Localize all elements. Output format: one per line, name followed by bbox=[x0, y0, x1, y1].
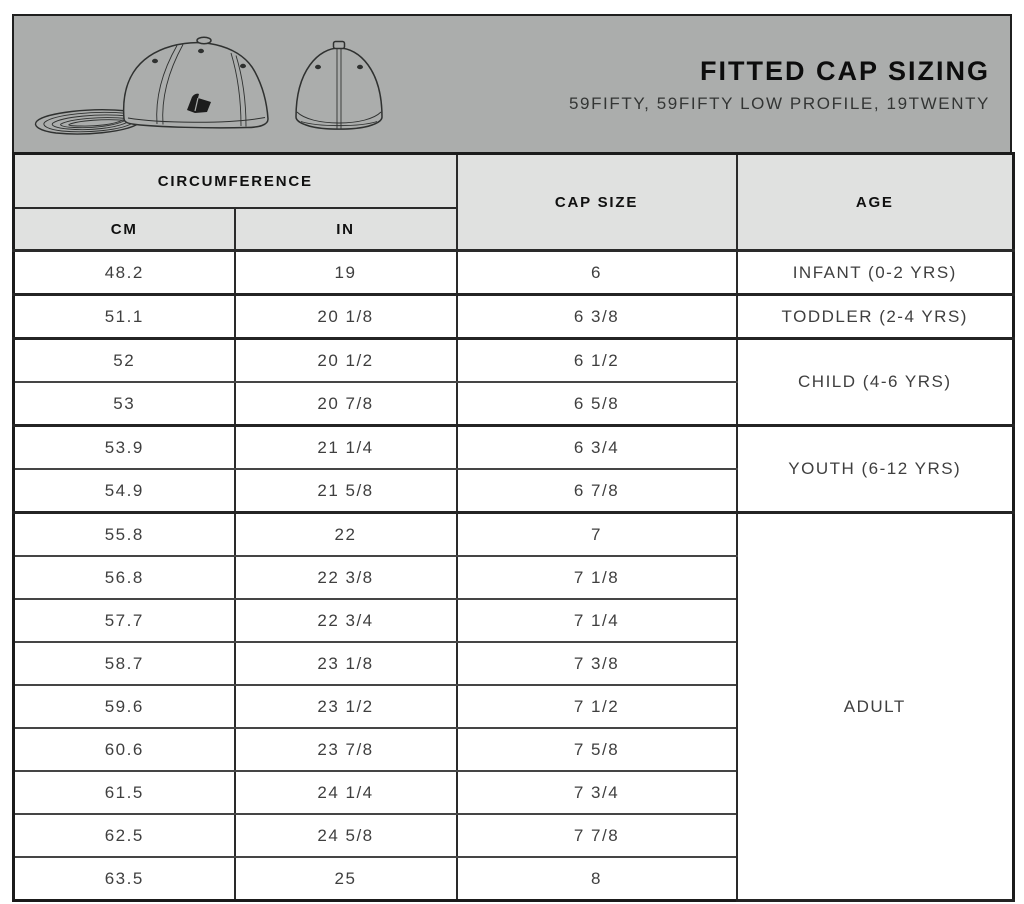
cap-illustrations bbox=[28, 20, 393, 152]
table-row bbox=[14, 339, 1014, 383]
table-row bbox=[14, 426, 1014, 470]
cap-size-value: 7 3/4 bbox=[457, 771, 737, 814]
in-value: 23 1/8 bbox=[235, 642, 457, 685]
cm-value: 51.1 bbox=[14, 295, 235, 339]
cm-value: 48.2 bbox=[14, 251, 235, 295]
cap-size-value: 7 3/8 bbox=[457, 642, 737, 685]
squatchee-button bbox=[197, 37, 211, 43]
table-row bbox=[14, 251, 1014, 295]
in-value: 21 1/4 bbox=[235, 426, 457, 470]
in-value: 24 1/4 bbox=[235, 771, 457, 814]
in-value: 19 bbox=[235, 251, 457, 295]
cap-size-value: 6 1/2 bbox=[457, 339, 737, 383]
cap-size-value: 6 bbox=[457, 251, 737, 295]
cm-value: 58.7 bbox=[14, 642, 235, 685]
in-value: 24 5/8 bbox=[235, 814, 457, 857]
cap-size-value: 6 7/8 bbox=[457, 469, 737, 513]
in-value: 22 3/4 bbox=[235, 599, 457, 642]
title-block bbox=[569, 56, 990, 114]
size-table bbox=[12, 152, 1015, 902]
page-title: FITTED CAP SIZING bbox=[699, 56, 990, 86]
cm-header: CM bbox=[14, 208, 235, 251]
age-group-cell: ADULT bbox=[737, 513, 1014, 901]
cm-value: 59.6 bbox=[14, 685, 235, 728]
cm-value: 55.8 bbox=[14, 513, 235, 557]
cap-side-view-illustration bbox=[36, 37, 268, 134]
header-row-top bbox=[14, 154, 1014, 209]
cm-value: 61.5 bbox=[14, 771, 235, 814]
cap-size-value: 6 5/8 bbox=[457, 382, 737, 426]
cm-value: 57.7 bbox=[14, 599, 235, 642]
cap-size-value: 7 bbox=[457, 513, 737, 557]
eyelet bbox=[240, 64, 246, 68]
in-value: 23 7/8 bbox=[235, 728, 457, 771]
age-group-cell: CHILD (4-6 YRS) bbox=[737, 339, 1014, 426]
in-value: 22 bbox=[235, 513, 457, 557]
in-value: 20 7/8 bbox=[235, 382, 457, 426]
cm-value: 52 bbox=[14, 339, 235, 383]
eyelet bbox=[152, 59, 158, 63]
cm-value: 63.5 bbox=[14, 857, 235, 901]
size-table-body bbox=[14, 251, 1014, 901]
in-value: 22 3/8 bbox=[235, 556, 457, 599]
cap-size-value: 6 3/4 bbox=[457, 426, 737, 470]
cap-size-value: 7 7/8 bbox=[457, 814, 737, 857]
cm-value: 53 bbox=[14, 382, 235, 426]
squatchee-button bbox=[334, 42, 345, 49]
cap-size-value: 6 3/8 bbox=[457, 295, 737, 339]
cap-size-value: 7 1/4 bbox=[457, 599, 737, 642]
in-value: 20 1/2 bbox=[235, 339, 457, 383]
age-group-cell: INFANT (0-2 YRS) bbox=[737, 251, 1014, 295]
eyelet bbox=[315, 65, 321, 69]
circumference-header: CIRCUMFERENCE bbox=[14, 154, 457, 209]
in-value: 20 1/8 bbox=[235, 295, 457, 339]
size-table-head bbox=[14, 154, 1014, 251]
cm-value: 53.9 bbox=[14, 426, 235, 470]
eyelet bbox=[198, 49, 204, 53]
in-value: 23 1/2 bbox=[235, 685, 457, 728]
age-group-cell: TODDLER (2-4 YRS) bbox=[737, 295, 1014, 339]
in-value: 25 bbox=[235, 857, 457, 901]
cap-size-value: 7 1/2 bbox=[457, 685, 737, 728]
cm-value: 56.8 bbox=[14, 556, 235, 599]
page-subtitle: 59FIFTY, 59FIFTY LOW PROFILE, 19TWENTY bbox=[568, 94, 990, 113]
table-row bbox=[14, 513, 1014, 557]
cm-value: 54.9 bbox=[14, 469, 235, 513]
age-header: AGE bbox=[737, 154, 1014, 251]
table-row bbox=[14, 295, 1014, 339]
in-header: IN bbox=[235, 208, 457, 251]
cap-back-view-illustration bbox=[296, 42, 382, 130]
eyelet bbox=[357, 65, 363, 69]
banner bbox=[12, 14, 1012, 152]
in-value: 21 5/8 bbox=[235, 469, 457, 513]
cm-value: 62.5 bbox=[14, 814, 235, 857]
cm-value: 60.6 bbox=[14, 728, 235, 771]
cap-size-value: 8 bbox=[457, 857, 737, 901]
sizing-sheet bbox=[12, 14, 1012, 902]
cap-size-header: CAP SIZE bbox=[457, 154, 737, 251]
cap-size-value: 7 1/8 bbox=[457, 556, 737, 599]
age-group-cell: YOUTH (6-12 YRS) bbox=[737, 426, 1014, 513]
cap-size-value: 7 5/8 bbox=[457, 728, 737, 771]
